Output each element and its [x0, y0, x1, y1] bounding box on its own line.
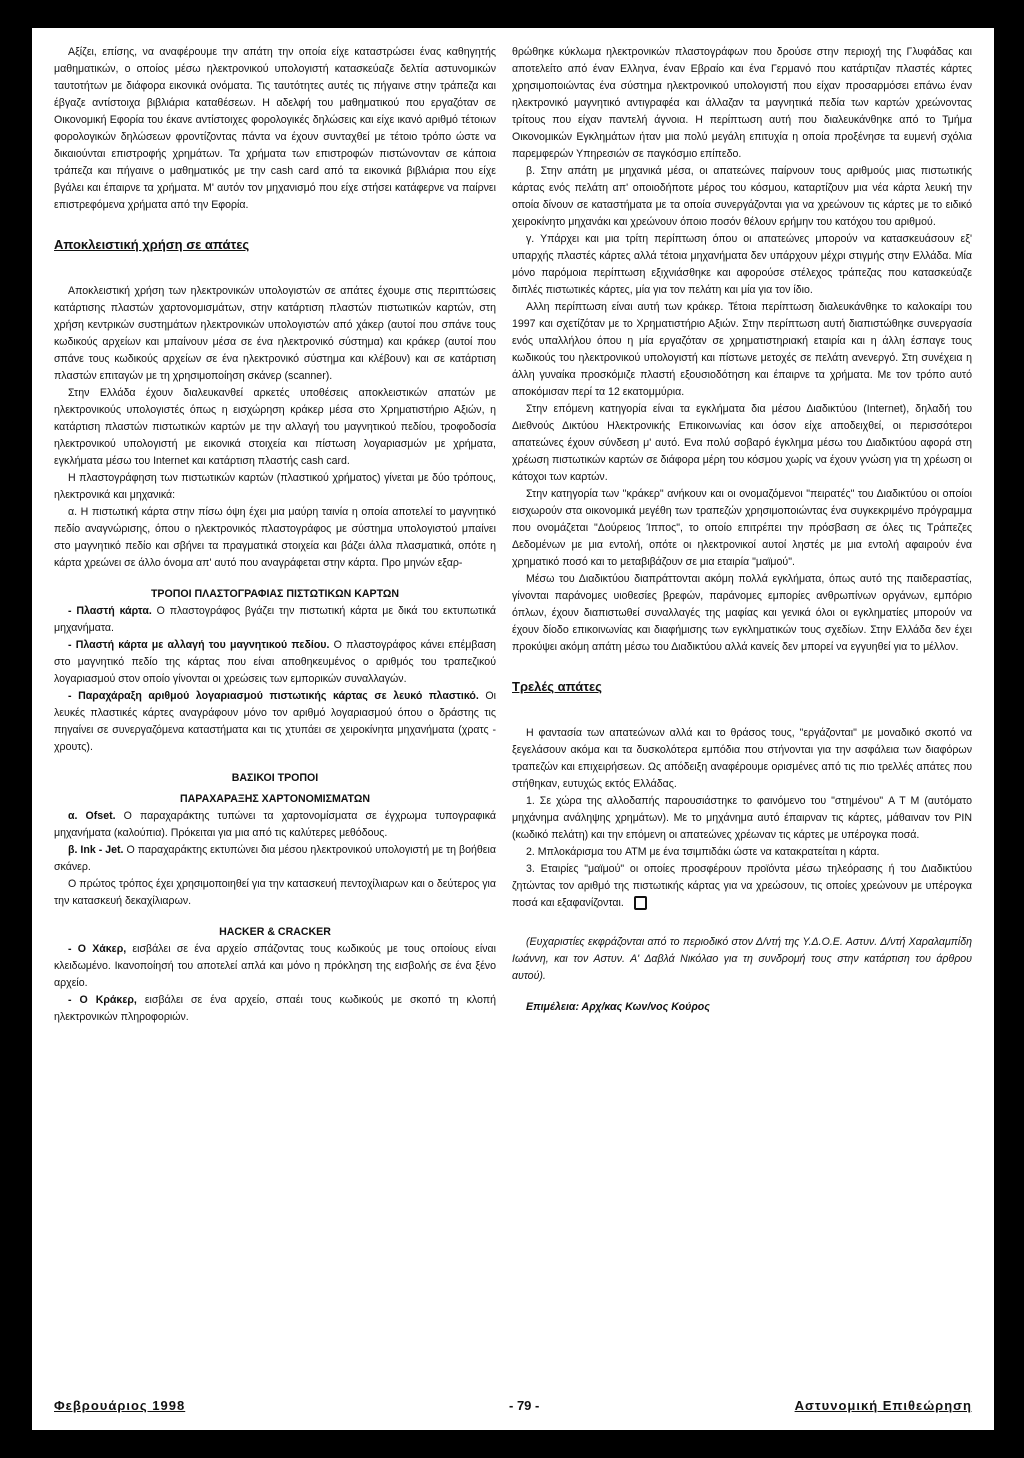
term-label: - Ο Χάκερ, [68, 943, 127, 955]
subheading-hacker-cracker: HACKER & CRACKER [219, 926, 331, 938]
paragraph: Στην επόμενη κατηγορία είναι τα εγκλήματα δια μέσου Διαδικτύου (Internet), δηλαδή του Διεθνούς Δικτύου Ηλεκτρονικής Επικοινωνίας και όσον είχε αποδειχθεί, οι περισσότεροι απατεώνες έχουν σύνδεση μ' αυτό. Ενα πολύ σοβαρό έγκλημα μέσω του Διαδικτύου αφορά στη χρέωση πιστωτικών καρτών σε διάφορα μέρη του κόσμου χωρίς να έχουν γνώση για τη χρέωση οι κάτοχοι των καρτών. [512, 403, 972, 483]
acknowledgement-note: (Ευχαριστίες εκφράζονται από το περιοδικό στον Δ/ντή της Υ.Δ.Ο.Ε. Αστυν. Δ/ντή Χαραλαμπίδη Ιωάννη, και τον Αστυν. Α' Δαβλά Νικόλαο για τη συνδρομή τους στην κατάρτιση του άρθρου αυτού). [512, 936, 972, 982]
paragraph: θρώθηκε κύκλωμα ηλεκτρονικών πλαστογράφων που δρούσε στην περιοχή της Γλυφάδας και αποτελείτο από έναν Ελληνα, έναν Εβραίο και ένα Γερμανό που κατάρτιζαν πλαστές κάρτες χρησιμοποιώντας ένα σύστημα ηλεκτρονικού υπολογιστή που είχαν προσαρμόσει επάνω έναν ηλεκτρονικό μαγνητικό αντιγραφέα και άλλαζαν τα μαγνητικά πεδία των καρτών χρεώνοντας τρίτους που είχαν παντελή άγνοια. Η περίπτωση αυτή που διαλευκάνθηκε από το Τμήμα Οικονομικών Εγκλημάτων ήταν μια πολύ μεγάλη επιτυχία η οποία προξένησε τα ευμενή σχόλια παρεμφερών Υπηρεσιών σε παγκόσμιο επίπεδο. [512, 46, 972, 160]
method-label: - Παραχάραξη αριθμού λογαριασμού πιστωτικής κάρτας σε λευκό πλαστικό. [68, 690, 479, 702]
paragraph: Στην Ελλάδα έχουν διαλευκανθεί αρκετές υποθέσεις αποκλειστικών απατών με ηλεκτρονικούς υπολογιστές όπως η εισχώρηση κράκερ μέσα στο Χρηματιστήριο Αξιών, η κατάρτιση πλαστών πιστωτικών καρτών με την αλλαγή του μαγνητικού πεδίου, τροφοδοσία ηλεκτρονικού υπολογιστή με εικονικά στοιχεία και πίστωση λογαριασμών με χρήματα, εγκλήματα μέσω του Internet και κατάρτιση πλαστής cash card. [54, 387, 496, 467]
paragraph: Μέσω του Διαδικτύου διαπράττονται ακόμη πολλά εγκλήματα, όπως αυτό της παιδεραστίας, γίνονται παράνομες υιοθεσίες βρεφών, παράνομες εμπορίες ανθρωπίνων οργάνων, εμπόριο όπλων, έχουν διαπιστωθεί συναλλαγές της μαφίας και γενικά όλοι οι εγκληματίες μπορούν να έχουν δίοδο επικοινωνίας και διαφήμισης των εγκληματικών τους σχεδίων. Στην Ελλάδα δεν έχει προκύψει ακόμη απάτη μέσω του Διαδικτύου αλλά κανείς δεν μπορεί να εγγυηθεί για το μέλλον. [512, 573, 972, 653]
list-item: 1. Σε χώρα της αλλοδαπής παρουσιάστηκε το φαινόμενο του "στημένου" A T M (αυτόματο μηχάνημα ανάληψης χρημάτων). Με το μηχάνημα αυτό έπαιρναν τις κάρτες, μάθαιναν τον PIN (κωδικό πελάτη) και την επόμενη οι απατεώνες χρέωναν τις κάρτες με υπέρογκα ποσά. [512, 795, 972, 841]
paragraph: Η φαντασία των απατεώνων αλλά και το θράσος τους, "εργάζονται" με μοναδικό σκοπό να ξεγελάσουν ακόμα και τα δυσκολότερα εμπόδια που στήνονται για την ασφάλεια των διαφόρων τραπεζών και επιχειρήσεων. Ως απόδειξη αναφέρουμε ορισμένες από τις πιο τρελλές απάτες που στήθηκαν, ευτυχώς εκτός Ελλάδας. [512, 727, 972, 790]
footer-date: Φεβρουάριος 1998 [54, 1398, 186, 1413]
method-item: α. Ofset. Ο παραχαράκτης τυπώνει τα χαρτονομίσματα σε έγχρωμα τυπογραφικά μηχανήματα (καλούπια). Πρόκειται για μια από τις καλύτερες μεθόδους. [54, 810, 496, 839]
method-item: β. Ink - Jet. Ο παραχαράκτης εκτυπώνει δια μέσου ηλεκτρονικού υπολογιστή με τη βοήθεια σκάνερ. [54, 844, 496, 873]
right-column [512, 44, 972, 1016]
method-label: - Πλαστή κάρτα. [68, 605, 152, 617]
paragraph: β. Στην απάτη με μηχανικά μέσα, οι απατεώνες παίρνουν τους αριθμούς μιας πιστωτικής κάρτας ενός πελάτη απ' οποιοδήποτε μέρος του κόσμου, καταρτίζουν μια νέα κάρτα λευκή την οποία δίνουν σε καταστήματα με τα οποία συνεργάζονται για να χρεώνουν τις κάρτες με το ειδικό χειροκίνητο μηχανάκι και χρεώνουν όποιο ποσόν θέλουν ερήμην του κατόχου του αριθμού. [512, 165, 972, 228]
definition-item: - Ο Κράκερ, εισβάλει σε ένα αρχείο, σπαέι τους κωδικούς με σκοπό τη κλοπή ηλεκτρονικών πληροφοριών. [54, 994, 496, 1023]
section-heading-crazy-frauds: Τρελές απάτες [512, 679, 602, 694]
method-label: - Πλαστή κάρτα με αλλαγή του μαγνητικού πεδίου. [68, 639, 330, 651]
paragraph: Αλλη περίπτωση είναι αυτή των κράκερ. Τέτοια περίπτωση διαλευκάνθηκε το καλοκαίρι του 1997 και σχετίζόταν με το Χρηματιστήριο Αξιών. Στην περίπτωση αυτή διαπιστώθηκε συνεργασία ενός υπαλλήλου όπου η μία εργαζόταν σε χρηματιστηριακή εταιρία και η άλλη έσπαγε τους κωδικούς του ηλεκτρονικού υπολογιστή και πίστωνε μετοχές σε πελάτη ανενεργό. Στη συνέχεια η άλλη γυναίκα προσκόμιζε πλαστή εξουσιοδότηση και έπαιρνε τα χρήματα. Με τον τρόπο αυτό αποκόμισαν περί τα 12 εκατομμύρια. [512, 301, 972, 398]
paragraph: γ. Υπάρχει και μια τρίτη περίπτωση όπου οι απατεώνες μπορούν να κατασκευάσουν εξ' υπαρχής πλαστές κάρτες αλλά τέτοια μηχανήματα δεν υπάρχουν μέχρι στιγμής στην Ελλάδα. Μία μόνο παρόμοια περίπτωση εξιχνιάσθηκε και αφορούσε στέλεχος τράπεζας που κατασκεύαζε διπλές πιστωτικές κάρτες, μία για τον πελάτη και μία για τον ίδιο. [512, 233, 972, 296]
method-label: β. Ink - Jet. [68, 844, 124, 856]
end-of-article-icon [634, 896, 647, 910]
intro-paragraph: Αξίζει, επίσης, να αναφέρουμε την απάτη την οποία είχε καταστρώσει ένας καθηγητής μαθηματικών, ο οποίος μέσω ηλεκτρονικού υπολογιστή κατασκεύαζε δελτία αστυνομικών ταυτοτήτων με διάφορα εικονικά ονόματα. Τις ταυτότητες αυτές τις πήγαινε στην τράπεζα και έβγαζε αντίστοιχα βιβλιάρια καταθέσεων. Η αδελφή του μαθηματικού που εργαζόταν σε Οικονομική Εφορία του έκανε αντίστοιχες φορολογικές δηλώσεις και είχε ικανό αριθμό τέτοιων φορολογικών δηλώσεων φροντίζοντας πάντα να έχουν συνταχθεί με τέτοιο τρόπο ώστε να δικαιούνται επιστροφής χρημάτων. Τα χρήματα των επιστροφών πιστώνονταν σε κάποια τράπεζα και πήγαινε ο μαθηματικός με την cash card από τα εικονικά βιβλιάρια που είχε βγάλει και έπαιρνε τα χρήματα. Μ' αυτόν τον μηχανισμό που είχε στήσει κατάφερνε να παίρνει επιστρεφόμενα χρήματα από την Εφορία. [54, 46, 496, 211]
list-item: 3. Εταιρίες "μαϊμού" οι οποίες προσφέρουν προϊόντα μέσω τηλεόρασης ή του Διαδικτύου ζητώντας τον αριθμό της πιστωτικής κάρτας για να χρεώσουν, τις οποίες χρεώνουν με υπέρογκα ποσά και εξαφανίζονται. [512, 863, 972, 909]
magazine-page [32, 28, 994, 1430]
definition-item: - Ο Χάκερ, εισβάλει σε ένα αρχείο σπάζοντας τους κωδικούς με τους οποίους είναι κλειδωμένο. Ικανοποίησή του αποτελεί απλά και μόνο η πρόκληση της εισβολής σε ένα ξένο αρχείο. [54, 943, 496, 989]
paragraph: α. Η πιστωτική κάρτα στην πίσω όψη έχει μια μαύρη ταινία η οποία αποτελεί το μαγνητικό πεδίο αναγνώρισης, όπου ο ηλεκτρονικός πλαστογράφος με σύστημα υπολογιστού μπαίνει στο μαγνητικό πεδίο και σβήνει τα πραγματικά στοιχεία και βάζει άλλα πλασματικά, οπότε η κάρτα χρεώνει σε άλλο όνομα απ' αυτό που αναγράφεται στην κάρτα. Προ μηνών εξαρ- [54, 506, 496, 569]
paragraph: Η πλαστογράφηση των πιστωτικών καρτών (πλαστικού χρήματος) γίνεται με δύο τρόπους, ηλεκτρονικά και μηχανικά: [54, 472, 496, 501]
section-heading-exclusive-use: Αποκλειστική χρήση σε απάτες [54, 237, 250, 252]
method-item: - Πλαστή κάρτα. Ο πλαστογράφος βγάζει την πιστωτική κάρτα με δικά του εκτυπωτικά μηχανήματα. [54, 605, 496, 634]
method-item: - Πλαστή κάρτα με αλλαγή του μαγνητικού πεδίου. Ο πλαστογράφος κάνει επέμβαση στο μαγνητικό πεδίο της κάρτας που είναι αποθηκευμένος ο αριθμός του τραπεζικού λογαριασμού στον οποίο γίνονται οι χρεώσεις των εμπορικών συναλλαγών. [54, 639, 496, 685]
magazine-title: Αστυνομική Επιθεώρηση [794, 1398, 972, 1413]
subheading-counterfeiting: ΠΑΡΑΧΑΡΑΞΗΣ ΧΑΡΤΟΝΟΜΙΣΜΑΤΩΝ [180, 793, 370, 805]
term-label: - Ο Κράκερ, [68, 994, 137, 1006]
subheading-basic-methods: ΒΑΣΙΚΟΙ ΤΡΟΠΟΙ [231, 772, 319, 784]
page-footer [54, 1398, 972, 1420]
method-label: α. Ofset. [68, 810, 116, 822]
paragraph: Αποκλειστική χρήση των ηλεκτρονικών υπολογιστών σε απάτες έχουμε στις περιπτώσεις κατάρτισης πλαστών χαρτονομισμάτων, στην κατάρτιση πλαστών πιστωτικών καρτών, στη χρήση κεντρικών συστημάτων ηλεκτρονικών υπολογιστών από χάκερ (αυτοί που σπάνε τους κωδικούς αρχείων και μπαίνουν μέσα σε ένα ηλεκτρονικό σύστημα) και κράκερ (αυτοί που σπάνε τους κωδικούς αρχείων σε ένα ηλεκτρονικό σύστημα και κλέβουν) και σε κατάρτιση πλαστών επιταγών με τη χρησιμοποίηση σκάνερ (scanner). [54, 285, 496, 382]
subheading-card-forgery: ΤΡΟΠΟΙ ΠΛΑΣΤΟΓΡΑΦΙΑΣ ΠΙΣΤΩΤΙΚΩΝ ΚΑΡΤΩΝ [150, 588, 400, 600]
page-number: - 79 - [509, 1398, 540, 1413]
paragraph: Στην κατηγορία των "κράκερ" ανήκουν και οι ονομαζόμενοι "πειρατές" του Διαδικτύου οι οποίοι εισχωρούν στα οικονομικά μεγέθη των τραπεζών χρησιμοποιώντας ένα συγκεκριμένο πρόγραμμα που ονομάζεται "Δούρειος Ίππος", το οποίο επιτρέπει την πρόσβαση σε όλες τις Τράπεζες Δεδομένων με μια εντολή, οπότε οι ηλεκτρονικοί αυτοί ληστές με μια εντολή αφαιρούν ένα χρηματικό ποσό και το μεταβιβάζουν σε μια εταιρία "μαϊμού". [512, 488, 972, 568]
list-item: 2. Μπλοκάρισμα του ATM με ένα τσιμπιδάκι ώστε να κατακρατείται η κάρτα. [526, 846, 880, 858]
method-item: - Παραχάραξη αριθμού λογαριασμού πιστωτικής κάρτας σε λευκό πλαστικό. Οι λευκές πλαστικές κάρτες αναγράφουν μόνο τον αριθμό λογαριασμού όπου ο δράστης τις πηγαίνει σε συνεργαζόμενα καταστήματα και τις χτυπάει σε χειροκίνητα μηχανήματα (χρατς - χρουτς). [54, 690, 496, 753]
paragraph: Ο πρώτος τρόπος έχει χρησιμοποιηθεί για την κατασκευή πεντοχίλιαρων και ο δεύτερος για την κατασκευή δεκαχίλιαρων. [54, 878, 496, 907]
editor-credit: Επιμέλεια: Αρχ/κας Κων/νος Κούρος [526, 1001, 710, 1013]
left-column [54, 44, 496, 1026]
